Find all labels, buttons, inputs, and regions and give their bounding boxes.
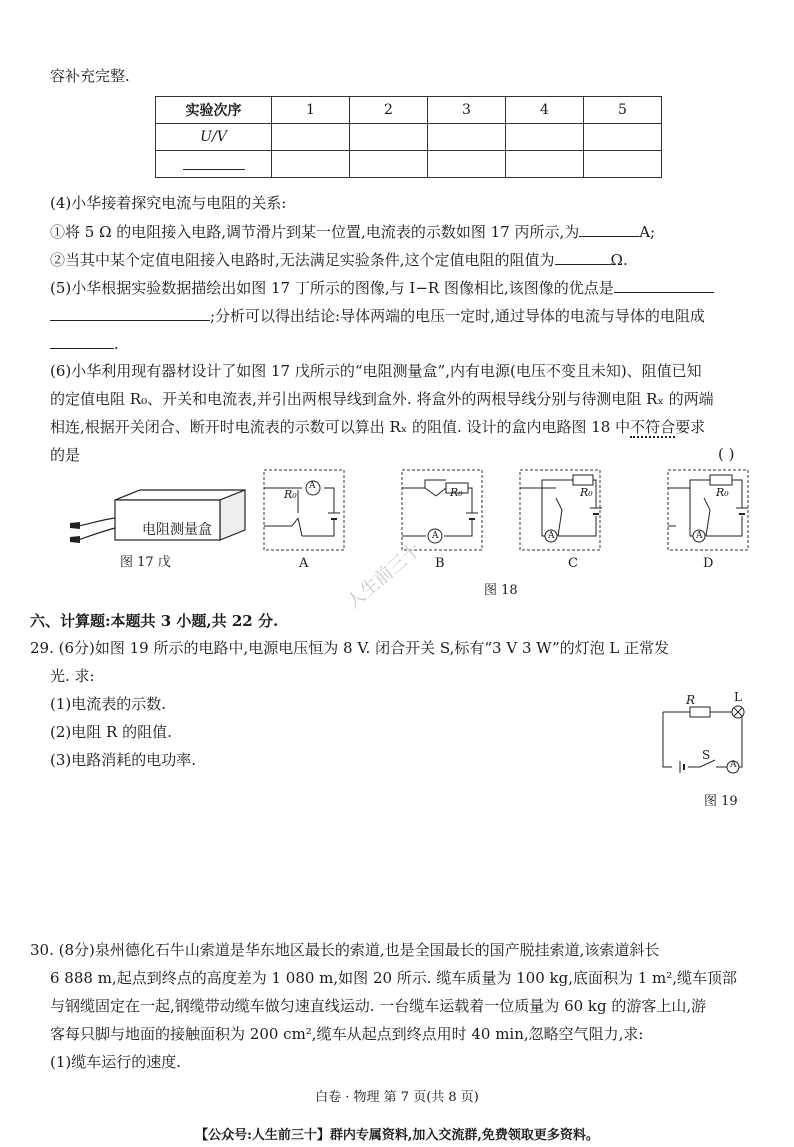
ammeter-label: A [309, 481, 316, 491]
table-cell [506, 124, 584, 151]
table-cell [428, 124, 506, 151]
option-label: C [568, 556, 578, 571]
lamp-label: L [734, 690, 742, 704]
r0-label: R₀ [284, 488, 297, 501]
q6-line3 [50, 417, 705, 437]
q5-line2 [50, 305, 705, 326]
data-table [155, 96, 662, 178]
fig17-caption: 图 17 戊 [120, 555, 171, 570]
page-footer: 白卷 · 物理 第 7 页(共 8 页) [315, 1090, 479, 1105]
q6-line2: 的定值电阻 R₀、开关和电流表,并引出两根导线到盒外. 将盒外的两根导线分别与待测电阻 Rₓ 的两端 [50, 390, 714, 408]
q4-item1 [50, 221, 655, 242]
table-cell [506, 151, 584, 178]
option-label: B [435, 556, 445, 571]
table-cell [350, 151, 428, 178]
answer-bracket: ( ) [718, 445, 735, 463]
table-header-cell: 3 [428, 97, 506, 124]
table-cell [584, 151, 662, 178]
ammeter-label: A [432, 531, 439, 541]
table-header-cell: 2 [350, 97, 428, 124]
answer-blank [614, 277, 714, 293]
r0-label: R₀ [716, 486, 729, 499]
option-label: A [299, 556, 309, 571]
q6-line4: 的是 [50, 446, 81, 464]
promo-footer: 【公众号:人生前三十】群内专属资料,加入交流群,免费领取更多资料。 [195, 1128, 599, 1143]
watermark: 人生前三十 [342, 539, 426, 614]
section-heading: 六、计算题:本题共 3 小题,共 22 分. [30, 612, 279, 630]
table-cell [272, 151, 350, 178]
table-row [156, 97, 662, 124]
q29-line2: 光. 求: [50, 667, 95, 685]
q30-line3: 与钢缆固定在一起,钢缆带动缆车做匀速直线运动. 一台缆车运载着一位质量为 60 kg 的游客上山,游 [50, 997, 707, 1015]
q5-text: (5)小华根据实验数据描绘出如图 17 丁所示的图像,与 I−R 图像相比,该图像的优点是 [50, 279, 614, 297]
table-cell [350, 124, 428, 151]
q29-sub2: (2)电阻 R 的阻值. [50, 723, 172, 741]
q29-line1: 29. (6分)如图 19 所示的电路中,电源电压恒为 8 V. 闭合开关 S,标有“3 V 3 W”的灯泡 L 正常发 [30, 639, 670, 657]
table-row [156, 151, 662, 178]
table-header-cell: 实验次序 [156, 97, 272, 124]
q5-line1 [50, 277, 714, 298]
fig18-caption: 图 18 [484, 583, 518, 598]
resistor-label: R [686, 693, 696, 707]
fig19-caption: 图 19 [704, 794, 738, 809]
circuit-option-a [262, 468, 347, 553]
table-header-cell: 1 [272, 97, 350, 124]
q5-line3 [50, 333, 119, 354]
q6-text: 相连,根据开关闭合、断开时电流表的示数可以算出 Rₓ 的阻值. 设计的盒内电路图 18 中 [50, 418, 631, 436]
q30-sub1: (1)缆车运行的速度. [50, 1053, 182, 1071]
table-row-label-blank [156, 151, 272, 178]
q4-item2-unit: Ω. [610, 251, 628, 269]
q5-text: . [114, 335, 119, 353]
table-header-cell: 5 [584, 97, 662, 124]
q30-line4: 客每只脚与地面的接触面积为 200 cm²,缆车从起点到终点用时 40 min,忽略空气阻力,求: [50, 1025, 644, 1043]
answer-blank [50, 305, 210, 321]
circuit-option-c [518, 468, 603, 553]
answer-blank [555, 249, 611, 265]
answer-blank [50, 333, 114, 349]
q6-emphasis: 不符合 [630, 418, 676, 436]
q4-title: (4)小华接着探究电流与电阻的关系: [50, 194, 287, 212]
q5-text: ;分析可以得出结论:导体两端的电压一定时,通过导体的电流与导体的电阻成 [210, 307, 705, 325]
continuation-text: 容补充完整. [50, 67, 130, 85]
table-cell [584, 124, 662, 151]
ammeter-label: A [696, 531, 703, 541]
table-cell [428, 151, 506, 178]
q29-sub3: (3)电路消耗的电功率. [50, 751, 197, 769]
q6-line1: (6)小华利用现有器材设计了如图 17 戊所示的“电阻测量盒”,内有电源(电压不变且未知)、阻值已知 [50, 362, 702, 380]
q29-sub1: (1)电流表的示数. [50, 695, 167, 713]
circuit-option-d [666, 468, 751, 553]
ammeter-label: A [730, 760, 737, 770]
r0-label: R₀ [580, 486, 593, 499]
box-label: 电阻测量盒 [142, 522, 212, 538]
answer-blank [183, 154, 245, 170]
table-row-label: U/V [156, 124, 272, 151]
q4-item1-text: ①将 5 Ω 的电阻接入电路,调节滑片到某一位置,电流表的示数如图 17 丙所示,为 [50, 223, 580, 241]
ammeter-label: A [548, 531, 555, 541]
q4-item2 [50, 249, 628, 270]
answer-blank [579, 221, 639, 237]
q4-item1-unit: A; [639, 223, 656, 241]
switch-label: S [702, 748, 711, 762]
table-cell [272, 124, 350, 151]
option-label: D [703, 556, 714, 571]
r0-label: R₀ [450, 486, 463, 499]
q30-line2: 6 888 m,起点到终点的高度差为 1 080 m,如图 20 所示. 缆车质量为 100 kg,底面积为 1 m²,缆车顶部 [50, 969, 738, 987]
table-header-cell: 4 [506, 97, 584, 124]
q4-item2-text: ②当其中某个定值电阻接入电路时,无法满足实验条件,这个定值电阻的阻值为 [50, 251, 555, 269]
q30-line1: 30. (8分)泉州德化石牛山索道是华东地区最长的索道,也是全国最长的国产脱挂索道,该索道斜长 [30, 941, 660, 959]
table-row [156, 124, 662, 151]
q6-text: 要求 [675, 418, 706, 436]
